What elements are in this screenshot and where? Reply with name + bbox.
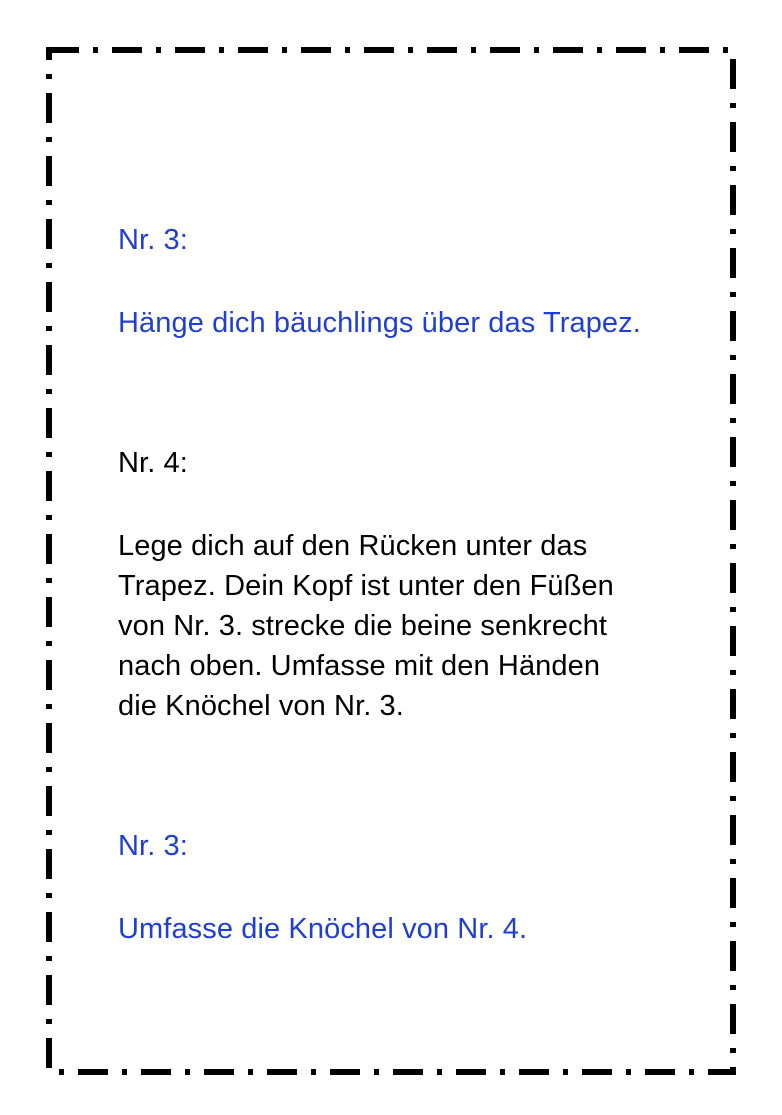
section-3-heading: Nr. 3: bbox=[118, 830, 188, 862]
section-2-text-line-3: von Nr. 3. strecke die beine senkrecht bbox=[118, 610, 607, 642]
section-2-text-line-5: die Knöchel von Nr. 3. bbox=[118, 690, 404, 722]
section-2-heading: Nr. 4: bbox=[118, 447, 188, 479]
section-3-text: Umfasse die Knöchel von Nr. 4. bbox=[118, 913, 528, 945]
card-content bbox=[118, 220, 698, 949]
section-2-text-line-2: Trapez. Dein Kopf ist unter den Füßen bbox=[118, 570, 614, 602]
section-1-text: Hänge dich bäuchlings über das Trapez. bbox=[118, 307, 641, 339]
section-2-text-line-1: Lege dich auf den Rücken unter das bbox=[118, 530, 588, 562]
section-2-text-line-4: nach oben. Umfasse mit den Händen bbox=[118, 650, 601, 682]
section-1-heading: Nr. 3: bbox=[118, 224, 188, 256]
